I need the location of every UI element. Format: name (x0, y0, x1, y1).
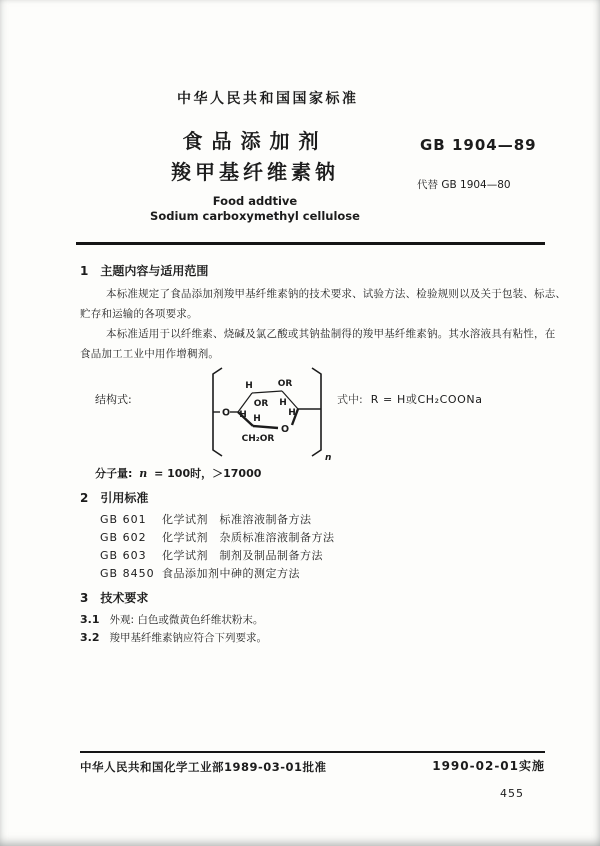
hydrogen-inner-right-label: H (279, 398, 287, 408)
title-block (75, 126, 435, 188)
structural-formula-label: 结构式: (95, 393, 132, 406)
hydrogen-inner-left-label: H (239, 410, 247, 420)
or-top-right-label: OR (277, 379, 293, 389)
title-en-block (75, 194, 435, 224)
or-inner-label: OR (253, 399, 269, 409)
reference-item (100, 511, 335, 529)
section3-title: 技术要求 (100, 591, 149, 605)
approval-statement: 中华人民共和国化学工业部1989-03-01批准 (80, 760, 327, 774)
cellulose-ring-diagram (200, 362, 335, 466)
where-label: 式中: (337, 393, 363, 406)
molecular-weight-line (95, 465, 261, 481)
page-number: 455 (500, 787, 524, 800)
para2-line2: 食品加工工业中用作增稠剂。 (80, 348, 220, 360)
header-rule (76, 242, 545, 245)
para1-line1: 本标准规定了食品添加剂羧甲基纤维素钠的技术要求、试验方法、检验规则以及关于包装、标志、 (106, 288, 567, 300)
title-en-line1: Food addtive (212, 194, 298, 208)
formula-where-clause (337, 391, 483, 407)
subscript-n-label: n (325, 453, 332, 462)
hydrogen-bottom-left-label: H (253, 414, 261, 424)
section2-title: 引用标准 (100, 491, 149, 505)
reference-title: 化学试剂 标准溶液制备方法 (162, 513, 312, 526)
reference-item (100, 547, 335, 565)
ring-edge-bottom (253, 426, 278, 428)
section2-number: 2 (80, 491, 89, 505)
implementation-date: 1990-02-01实施 (432, 759, 545, 773)
section3-heading (80, 589, 148, 606)
reference-code: GB 601 (100, 513, 147, 526)
molwt-prefix: 分子量: (95, 467, 133, 480)
ring-oxygen-label: O (280, 424, 290, 435)
title-cn-line1: 食品添加剂 (182, 129, 328, 153)
section3-number: 3 (80, 591, 89, 605)
hydrogen-right-label: H (288, 408, 296, 418)
reference-code: GB 8450 (100, 567, 155, 580)
clause-3-1-number: 3.1 (80, 613, 100, 626)
section1-title: 主题内容与适用范围 (100, 264, 209, 278)
footer-rule (80, 751, 545, 753)
reference-item (100, 529, 335, 547)
hydrogen-top-left-label: H (245, 381, 253, 391)
ring-edge-top (252, 391, 282, 393)
title-en-line2: Sodium carboxymethyl cellulose (150, 209, 360, 223)
national-standard-header: 中华人民共和国国家标准 (177, 91, 359, 107)
clause-3-2-number: 3.2 (80, 631, 100, 644)
reference-title: 化学试剂 制剂及制品制备方法 (162, 549, 323, 562)
title-cn-line2: 羧甲基纤维素钠 (171, 160, 339, 184)
section1-heading (80, 262, 208, 279)
clause-3-1-text: 外观: 白色或微黄色纤维状粉末。 (109, 614, 264, 626)
where-value: R = H或CH₂COONa (370, 393, 483, 406)
section1-number: 1 (80, 264, 89, 278)
reference-title: 食品添加剂中砷的测定方法 (162, 567, 300, 580)
right-bracket (312, 368, 321, 456)
clause-3-1 (80, 612, 263, 627)
clause-3-2 (80, 630, 267, 645)
replaces-note: 代替 GB 1904—80 (417, 179, 511, 191)
oxygen-left-label: O (222, 407, 231, 419)
molwt-variable: n (139, 467, 148, 480)
reference-code: GB 603 (100, 549, 147, 562)
reference-item (100, 565, 335, 583)
reference-title: 化学试剂 杂质标准溶液制备方法 (162, 531, 335, 544)
standard-code: GB 1904—89 (420, 136, 537, 154)
reference-code: GB 602 (100, 531, 147, 544)
para2-line1: 本标准适用于以纤维素、烧碱及氯乙酸或其钠盐制得的羧甲基纤维素钠。其水溶液具有粘性，在 (106, 328, 556, 340)
referenced-standards-list (100, 511, 335, 583)
para1-line2: 贮存和运输的各项要求。 (80, 308, 198, 320)
clause-3-2-text: 羧甲基纤维素钠应符合下列要求。 (109, 632, 267, 644)
molwt-suffix: = 100时，＞17000 (154, 467, 262, 480)
ch2or-group-label: CH₂OR (241, 434, 275, 444)
section2-heading (80, 489, 148, 506)
